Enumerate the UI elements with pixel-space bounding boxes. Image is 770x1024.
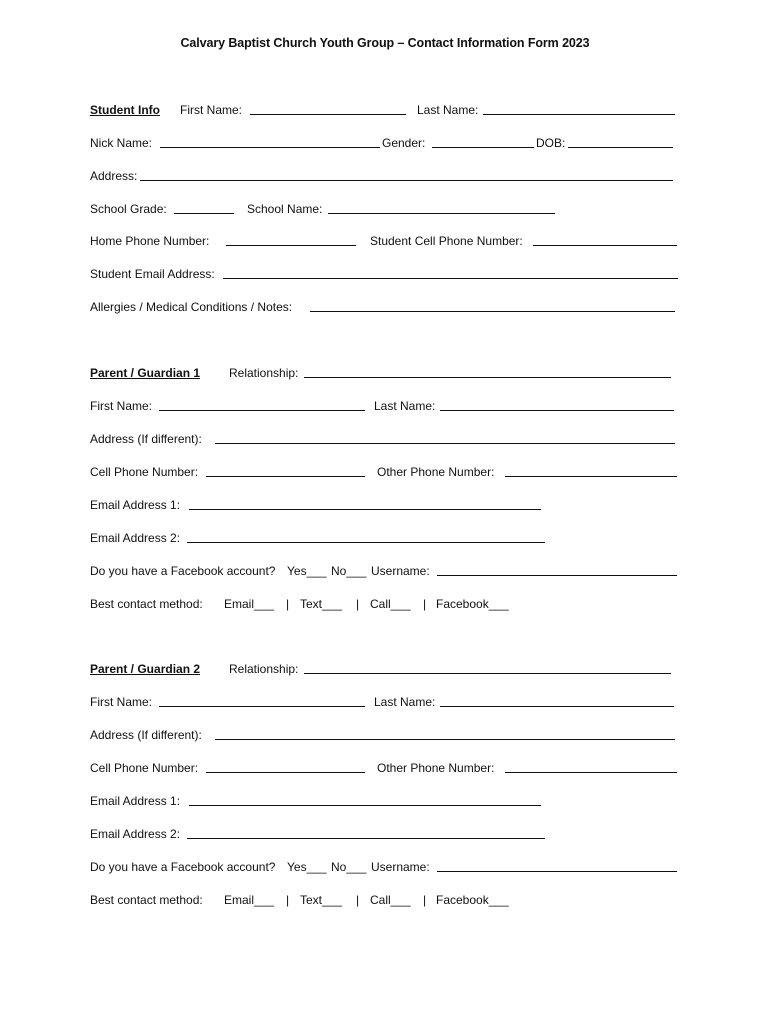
student-gender-label: Gender:	[382, 136, 426, 150]
student-row-email	[90, 265, 690, 283]
g2-last-name-field[interactable]	[440, 695, 674, 707]
g1-address-label: Address (If different):	[90, 432, 202, 446]
g1-section-heading: Parent / Guardian 1	[90, 366, 201, 380]
g1-facebook-no[interactable]: No___	[331, 564, 367, 578]
g1-row-phones	[90, 463, 690, 481]
g2-address-field[interactable]	[215, 728, 675, 740]
g1-other-phone-label: Other Phone Number:	[377, 465, 495, 479]
g1-last-name-field[interactable]	[440, 399, 674, 411]
g1-contact-facebook-option[interactable]: Facebook___	[436, 597, 509, 611]
g2-facebook-question: Do you have a Facebook account?	[90, 860, 276, 874]
student-home-phone-field[interactable]	[226, 234, 356, 246]
g2-relationship-label: Relationship:	[229, 662, 299, 676]
g1-row-email2	[90, 529, 690, 547]
g2-first-name-label: First Name:	[90, 695, 153, 709]
student-row-school	[90, 200, 690, 218]
g2-row-phones	[90, 759, 690, 777]
g2-row-relationship	[90, 660, 690, 678]
g1-other-phone-field[interactable]	[505, 465, 677, 477]
student-address-label: Address:	[90, 169, 138, 183]
g2-other-phone-field[interactable]	[505, 761, 677, 773]
g1-last-name-label: Last Name:	[374, 399, 436, 413]
g2-contact-call-option[interactable]: Call___	[370, 893, 411, 907]
student-row-name	[90, 101, 690, 119]
g1-relationship-label: Relationship:	[229, 366, 299, 380]
student-allergies-field[interactable]	[310, 300, 675, 312]
student-last-name-field[interactable]	[483, 103, 675, 115]
g2-email1-label: Email Address 1:	[90, 794, 181, 808]
g1-row-email1	[90, 496, 690, 514]
g2-contact-method-label: Best contact method:	[90, 893, 203, 907]
student-school-grade-label: School Grade:	[90, 202, 167, 216]
g2-address-label: Address (If different):	[90, 728, 202, 742]
g2-row-email2	[90, 825, 690, 843]
g1-contact-text-option[interactable]: Text___	[300, 597, 343, 611]
g2-separator: |	[356, 893, 360, 907]
student-first-name-label: First Name:	[180, 103, 243, 117]
g2-row-email1	[90, 792, 690, 810]
g2-email1-field[interactable]	[189, 794, 541, 806]
g1-relationship-field[interactable]	[304, 366, 671, 378]
g1-row-relationship	[90, 364, 690, 382]
g2-contact-email-option[interactable]: Email___	[224, 893, 275, 907]
g2-username-field[interactable]	[437, 860, 677, 872]
g1-facebook-yes[interactable]: Yes___	[287, 564, 327, 578]
g1-separator: |	[286, 597, 290, 611]
g2-row-contact-method	[90, 891, 690, 909]
student-last-name-label: Last Name:	[417, 103, 479, 117]
g1-cell-phone-label: Cell Phone Number:	[90, 465, 199, 479]
g2-username-label: Username:	[371, 860, 430, 874]
g1-first-name-field[interactable]	[159, 399, 365, 411]
g1-contact-method-label: Best contact method:	[90, 597, 203, 611]
g1-email1-label: Email Address 1:	[90, 498, 181, 512]
student-school-grade-field[interactable]	[174, 202, 234, 214]
g2-row-facebook	[90, 858, 690, 876]
student-email-field[interactable]	[223, 267, 678, 279]
g1-separator: |	[356, 597, 360, 611]
g1-row-facebook	[90, 562, 690, 580]
g2-contact-facebook-option[interactable]: Facebook___	[436, 893, 509, 907]
form-title: Calvary Baptist Church Youth Group – Contact Information Form 2023	[180, 36, 590, 50]
student-dob-field[interactable]	[568, 136, 673, 148]
g1-email2-label: Email Address 2:	[90, 531, 181, 545]
g2-first-name-field[interactable]	[159, 695, 365, 707]
g1-facebook-question: Do you have a Facebook account?	[90, 564, 276, 578]
g2-other-phone-label: Other Phone Number:	[377, 761, 495, 775]
g2-section-heading: Parent / Guardian 2	[90, 662, 201, 676]
g1-email2-field[interactable]	[187, 531, 545, 543]
g2-cell-phone-label: Cell Phone Number:	[90, 761, 199, 775]
g1-row-contact-method	[90, 595, 690, 613]
g1-row-name	[90, 397, 690, 415]
g2-last-name-label: Last Name:	[374, 695, 436, 709]
g2-separator: |	[423, 893, 427, 907]
student-section-heading: Student Info	[90, 103, 160, 117]
g2-relationship-field[interactable]	[304, 662, 671, 674]
student-cell-phone-label: Student Cell Phone Number:	[370, 234, 523, 248]
g1-contact-call-option[interactable]: Call___	[370, 597, 411, 611]
g2-cell-phone-field[interactable]	[206, 761, 365, 773]
student-home-phone-label: Home Phone Number:	[90, 234, 210, 248]
g1-first-name-label: First Name:	[90, 399, 153, 413]
student-row-allergies	[90, 298, 690, 316]
g1-username-field[interactable]	[437, 564, 677, 576]
g1-username-label: Username:	[371, 564, 430, 578]
student-row-nick	[90, 134, 690, 152]
g2-separator: |	[286, 893, 290, 907]
student-nick-name-field[interactable]	[160, 136, 380, 148]
g1-cell-phone-field[interactable]	[206, 465, 365, 477]
student-nick-name-label: Nick Name:	[90, 136, 153, 150]
g1-row-address	[90, 430, 690, 448]
g2-facebook-yes[interactable]: Yes___	[287, 860, 327, 874]
g2-email2-label: Email Address 2:	[90, 827, 181, 841]
g1-email1-field[interactable]	[189, 498, 541, 510]
g2-facebook-no[interactable]: No___	[331, 860, 367, 874]
g2-row-name	[90, 693, 690, 711]
student-cell-phone-field[interactable]	[533, 234, 677, 246]
student-row-address	[90, 167, 690, 185]
student-dob-label: DOB:	[536, 136, 566, 150]
student-first-name-field[interactable]	[250, 103, 406, 115]
student-school-name-field[interactable]	[328, 202, 555, 214]
student-email-label: Student Email Address:	[90, 267, 215, 281]
g2-email2-field[interactable]	[187, 827, 545, 839]
student-allergies-label: Allergies / Medical Conditions / Notes:	[90, 300, 293, 314]
student-row-phones	[90, 232, 690, 250]
g1-contact-email-option[interactable]: Email___	[224, 597, 275, 611]
g1-address-field[interactable]	[215, 432, 675, 444]
g2-row-address	[90, 726, 690, 744]
g2-contact-text-option[interactable]: Text___	[300, 893, 343, 907]
student-gender-field[interactable]	[432, 136, 534, 148]
student-school-name-label: School Name:	[247, 202, 323, 216]
g1-separator: |	[423, 597, 427, 611]
student-address-field[interactable]	[140, 169, 673, 181]
